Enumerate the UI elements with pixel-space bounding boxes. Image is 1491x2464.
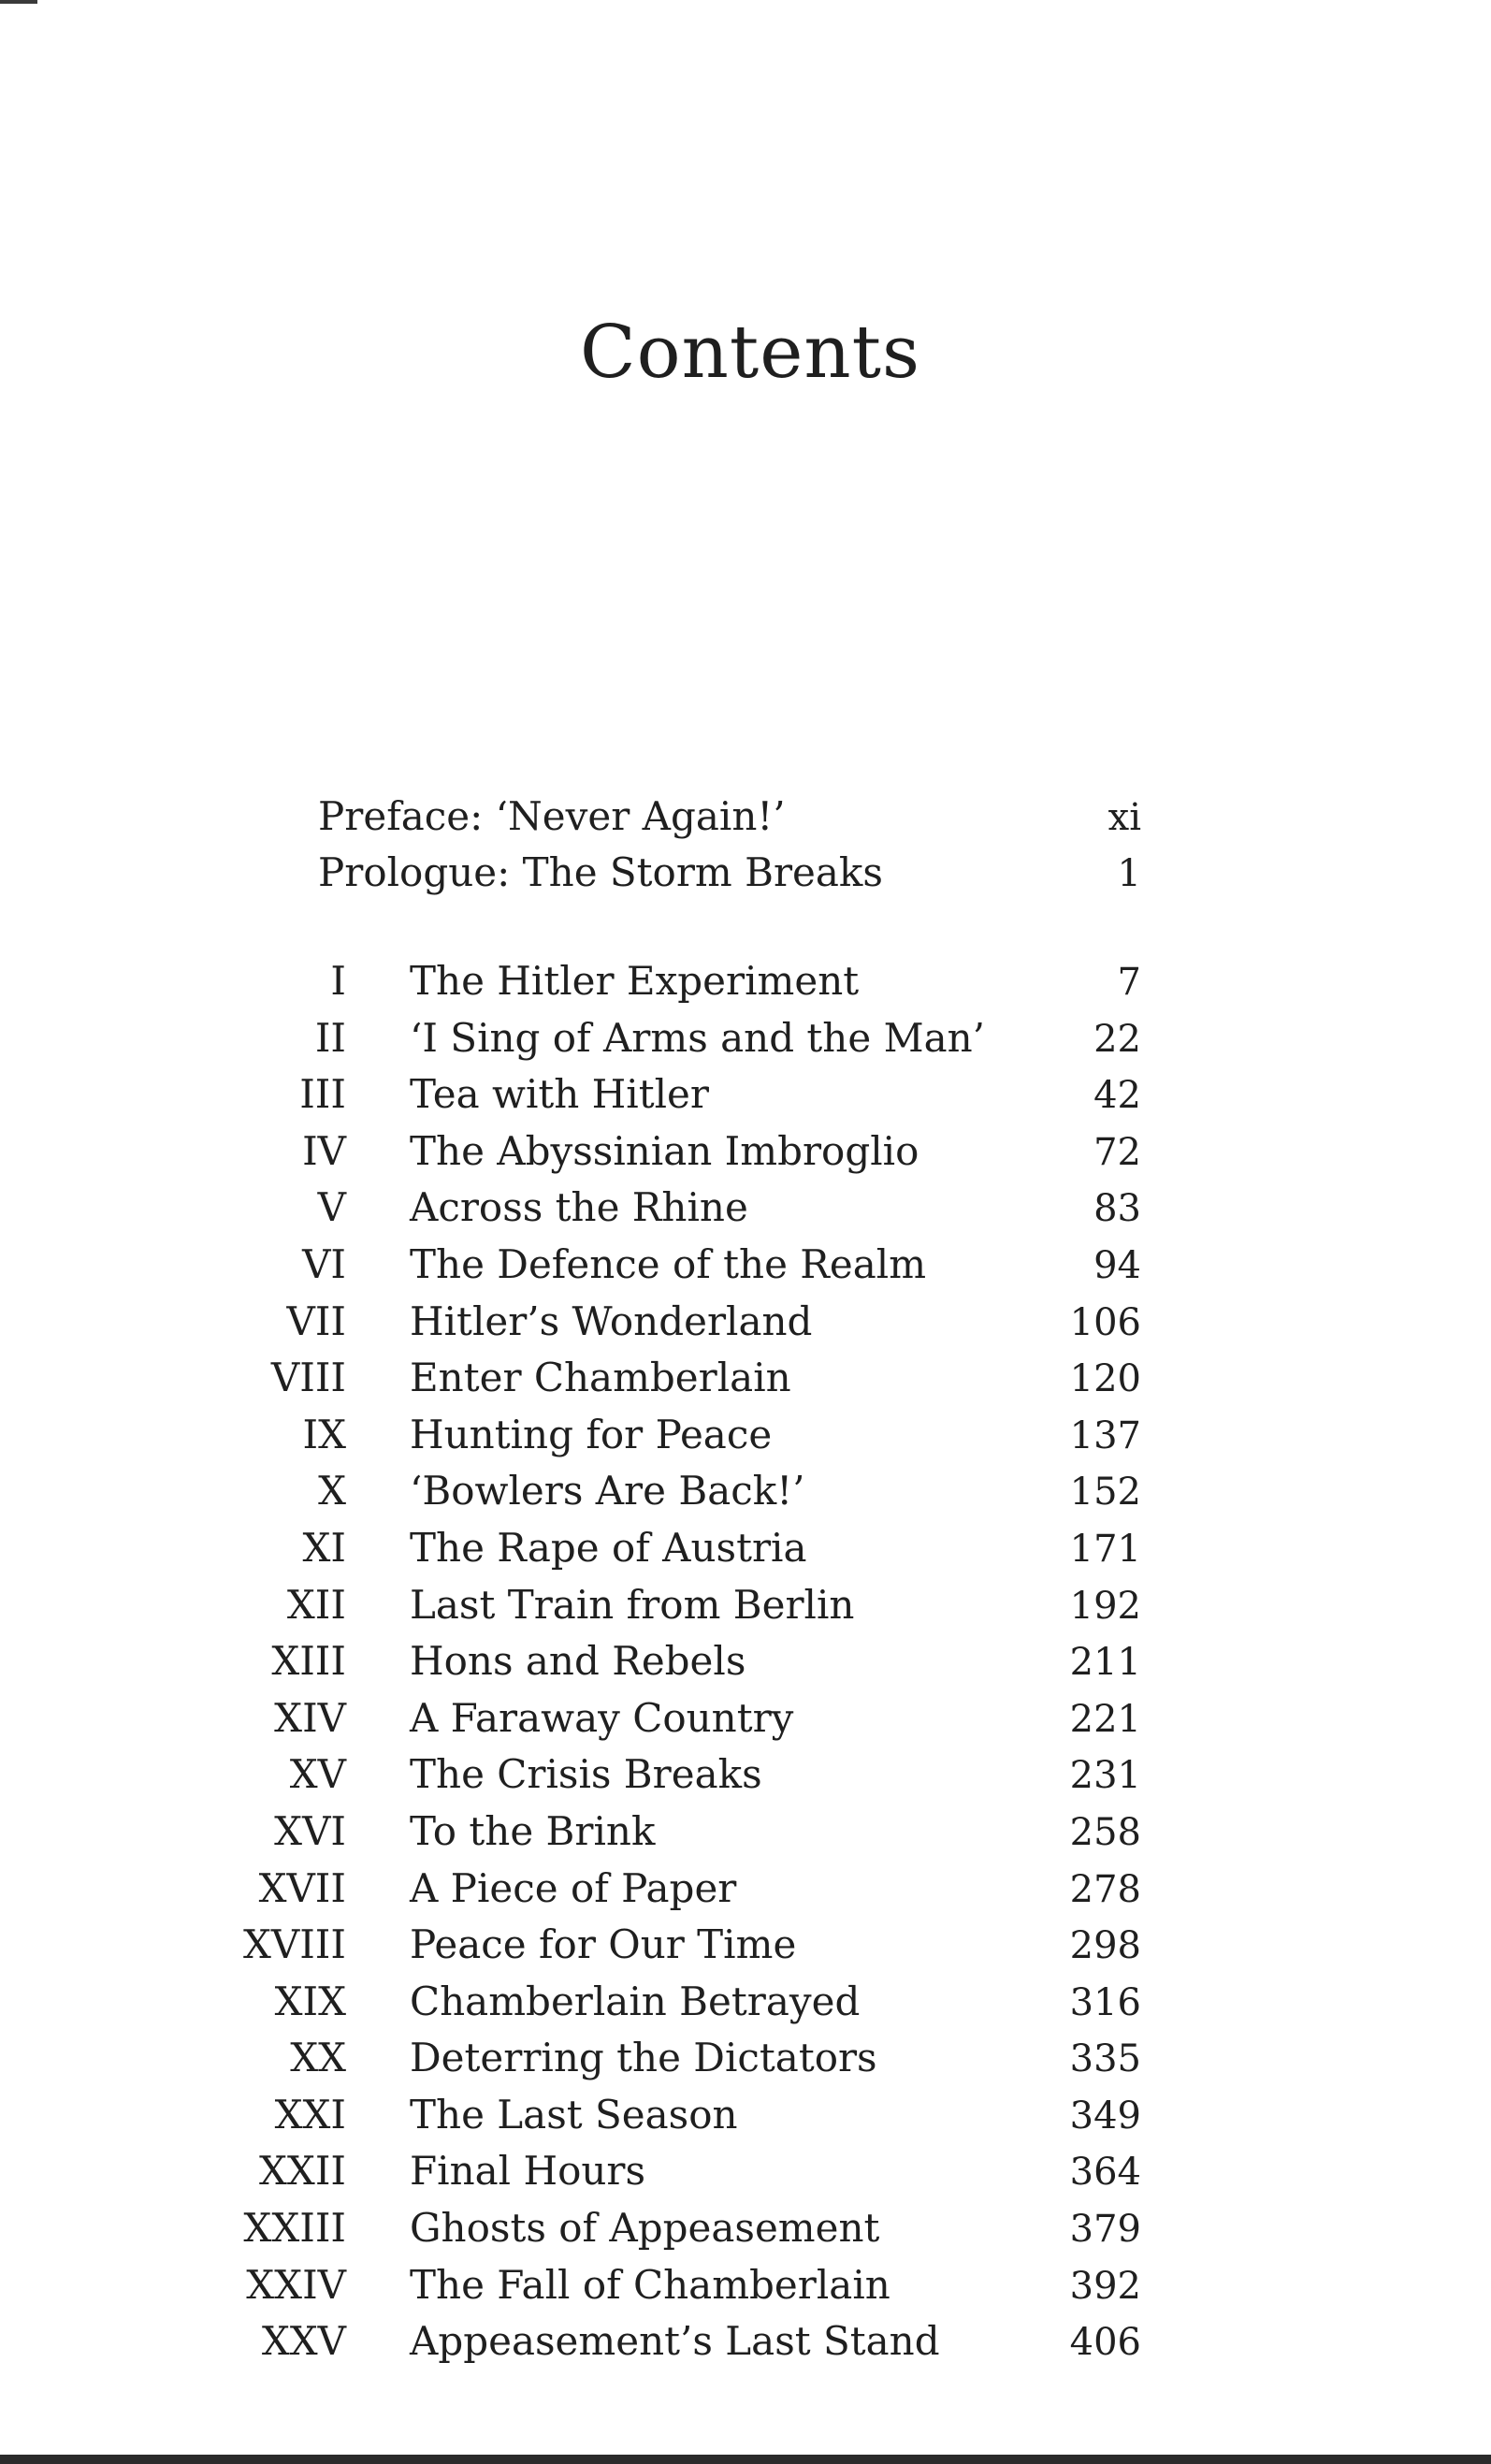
chapter-title: The Abyssinian Imbroglio [410,1127,919,1174]
chapter-title: The Defence of the Realm [410,1240,927,1287]
chapter-page-number: 152 [1069,1471,1141,1515]
chapter-page-number: 364 [1069,2151,1141,2195]
chapter-entry [224,1412,1141,1469]
chapter-page-number: 258 [1069,1810,1141,1854]
chapter-entry [224,1355,1141,1412]
chapter-entry [224,2035,1141,2092]
chapter-title: The Crisis Breaks [410,1751,762,1798]
chapter-page-number: 392 [1069,2264,1141,2308]
chapter-number: I [330,958,346,1004]
chapter-title: The Fall of Chamberlain [410,2261,890,2308]
chapter-title: The Hitler Experiment [410,958,860,1004]
chapter-number: VII [286,1297,346,1344]
chapter-title: Ghosts of Appeasement [410,2205,880,2252]
chapter-number: XXV [261,2318,346,2365]
chapter-title: ‘I Sing of Arms and the Man’ [410,1014,986,1061]
chapter-page-number: 349 [1069,2094,1141,2138]
chapter-page-number: 298 [1069,1924,1141,1968]
chapter-entry [224,1298,1141,1355]
chapter-number: III [299,1071,346,1118]
chapter-page-number: 72 [1093,1130,1141,1174]
chapter-page-number: 42 [1093,1074,1141,1118]
chapter-entry [224,1865,1141,1922]
chapter-number: XII [286,1581,346,1628]
chapter-entry [224,1638,1141,1695]
chapter-number: X [318,1468,346,1515]
chapter-title: The Rape of Austria [410,1524,807,1571]
chapter-entry [224,1695,1141,1752]
chapter-entry [224,1241,1141,1298]
front-matter-list [318,793,1141,906]
chapter-title: ‘Bowlers Are Back!’ [410,1468,805,1515]
chapter-title: A Faraway Country [410,1694,794,1741]
chapter-page-number: 316 [1069,1980,1141,2024]
chapter-number: XIX [274,1978,346,2024]
chapter-entry [224,2092,1141,2149]
chapter-entry [224,2148,1141,2205]
chapter-entry [224,2318,1141,2375]
chapter-title: Peace for Our Time [410,1921,797,1968]
chapter-number: XXIV [246,2261,346,2308]
chapter-page-number: 171 [1069,1527,1141,1571]
chapter-page-number: 137 [1069,1413,1141,1457]
chapter-title: A Piece of Paper [410,1864,737,1911]
entry-page-number: xi [1107,796,1141,839]
chapter-page-number: 335 [1069,2037,1141,2081]
chapter-title: Last Train from Berlin [410,1581,855,1628]
chapter-number: XVIII [242,1921,346,1968]
chapter-title: The Last Season [410,2091,738,2138]
chapter-list [224,958,1141,2375]
chapter-title: Hitler’s Wonderland [410,1297,813,1344]
chapter-page-number: 106 [1069,1300,1141,1344]
chapter-number: VI [302,1240,346,1287]
entry-page-number: 1 [1117,852,1141,895]
chapter-page-number: 22 [1093,1017,1141,1061]
chapter-page-number: 406 [1069,2321,1141,2365]
entry-title: Prologue: The Storm Breaks [318,849,883,895]
chapter-entry [224,1525,1141,1582]
chapter-number: IX [302,1411,346,1457]
chapter-page-number: 120 [1069,1357,1141,1401]
entry-title: Preface: ‘Never Again!’ [318,793,786,839]
page-title: Contents [580,311,920,395]
chapter-number: IV [302,1127,346,1174]
chapter-title: Hons and Rebels [410,1638,746,1685]
chapter-number: XXII [259,2148,346,2195]
chapter-page-number: 83 [1093,1187,1141,1231]
chapter-entry [224,1468,1141,1525]
chapter-entry [224,1921,1141,1978]
chapter-title: Appeasement’s Last Stand [410,2318,940,2365]
chapter-title: To the Brink [410,1807,656,1854]
chapter-entry [224,1015,1141,1072]
chapter-title: Deterring the Dictators [410,2035,877,2081]
chapter-number: XV [289,1751,346,1798]
chapter-page-number: 192 [1069,1584,1141,1628]
chapter-number: V [317,1184,346,1231]
chapter-number: XI [302,1524,346,1571]
chapter-page-number: 7 [1117,961,1141,1004]
chapter-entry [224,1978,1141,2036]
front-matter-entry [318,793,1141,849]
chapter-page-number: 379 [1069,2208,1141,2252]
front-matter-entry [318,849,1141,906]
chapter-entry [224,2205,1141,2262]
chapter-title: Enter Chamberlain [410,1355,791,1401]
chapter-number: XX [290,2035,346,2081]
chapter-title: Hunting for Peace [410,1411,773,1457]
scan-edge [0,2455,1491,2464]
scan-artifact-top [0,0,37,4]
chapter-number: XIV [274,1694,346,1741]
chapter-number: XVI [274,1807,346,1854]
chapter-entry [224,1582,1141,1639]
chapter-entry [224,1071,1141,1128]
chapter-page-number: 94 [1093,1243,1141,1287]
chapter-title: Final Hours [410,2148,646,2195]
chapter-number: II [314,1014,346,1061]
chapter-page-number: 278 [1069,1867,1141,1911]
chapter-page-number: 211 [1069,1641,1141,1685]
chapter-entry [224,1751,1141,1808]
chapter-page-number: 221 [1069,1697,1141,1741]
chapter-title: Chamberlain Betrayed [410,1978,861,2024]
chapter-entry [224,1808,1141,1865]
chapter-title: Across the Rhine [410,1184,748,1231]
chapter-number: XVII [258,1864,346,1911]
chapter-entry [224,958,1141,1015]
chapter-title: Tea with Hitler [410,1071,709,1118]
chapter-number: XXIII [243,2205,346,2252]
chapter-number: XIII [271,1638,346,1685]
chapter-number: XXI [274,2091,346,2138]
chapter-entry [224,2262,1141,2319]
chapter-entry [224,1128,1141,1185]
chapter-entry [224,1184,1141,1241]
chapter-page-number: 231 [1069,1754,1141,1798]
chapter-number: VIII [270,1355,346,1401]
